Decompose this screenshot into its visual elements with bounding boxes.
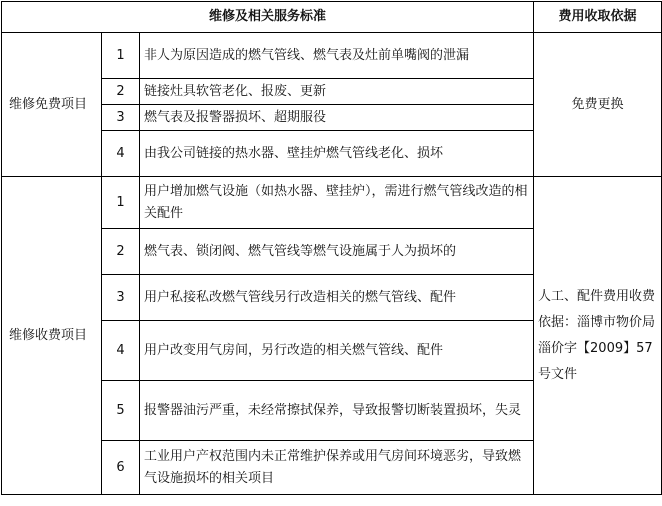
paid-basis: 人工、配件费用收费依据：淄博市物价局淄价字【2009】57号文件 [534, 177, 662, 495]
table-row [2, 177, 662, 229]
row-number: 4 [102, 321, 140, 381]
row-description: 由我公司链接的热水器、壁挂炉燃气管线老化、损坏 [140, 131, 534, 177]
table-row [2, 33, 662, 79]
service-standard-table [1, 1, 662, 495]
free-category: 维修免费项目 [2, 33, 102, 177]
row-number: 3 [102, 275, 140, 321]
row-number: 2 [102, 79, 140, 105]
header-basis: 费用收取依据 [534, 2, 662, 33]
row-number: 2 [102, 229, 140, 275]
row-description: 用户增加燃气设施（如热水器、壁挂炉），需进行燃气管线改造的相关配件 [140, 177, 534, 229]
row-number: 1 [102, 33, 140, 79]
header-row [2, 2, 662, 33]
row-number: 5 [102, 381, 140, 441]
row-number: 1 [102, 177, 140, 229]
row-number: 4 [102, 131, 140, 177]
row-description: 用户私接私改燃气管线另行改造相关的燃气管线、配件 [140, 275, 534, 321]
row-number: 6 [102, 441, 140, 495]
row-description: 工业用户产权范围内未正常维护保养或用气房间环境恶劣，导致燃气设施损坏的相关项目 [140, 441, 534, 495]
row-description: 报警器油污严重，未经常擦拭保养，导致报警切断装置损坏，失灵 [140, 381, 534, 441]
row-description: 非人为原因造成的燃气管线、燃气表及灶前单嘴阀的泄漏 [140, 33, 534, 79]
free-basis: 免费更换 [534, 33, 662, 177]
row-description: 燃气表及报警器损坏、超期服役 [140, 105, 534, 131]
row-number: 3 [102, 105, 140, 131]
row-description: 链接灶具软管老化、报废、更新 [140, 79, 534, 105]
row-description: 用户改变用气房间，另行改造的相关燃气管线、配件 [140, 321, 534, 381]
header-standard: 维修及相关服务标准 [2, 2, 534, 33]
row-description: 燃气表、锁闭阀、燃气管线等燃气设施属于人为损坏的 [140, 229, 534, 275]
paid-category: 维修收费项目 [2, 177, 102, 495]
